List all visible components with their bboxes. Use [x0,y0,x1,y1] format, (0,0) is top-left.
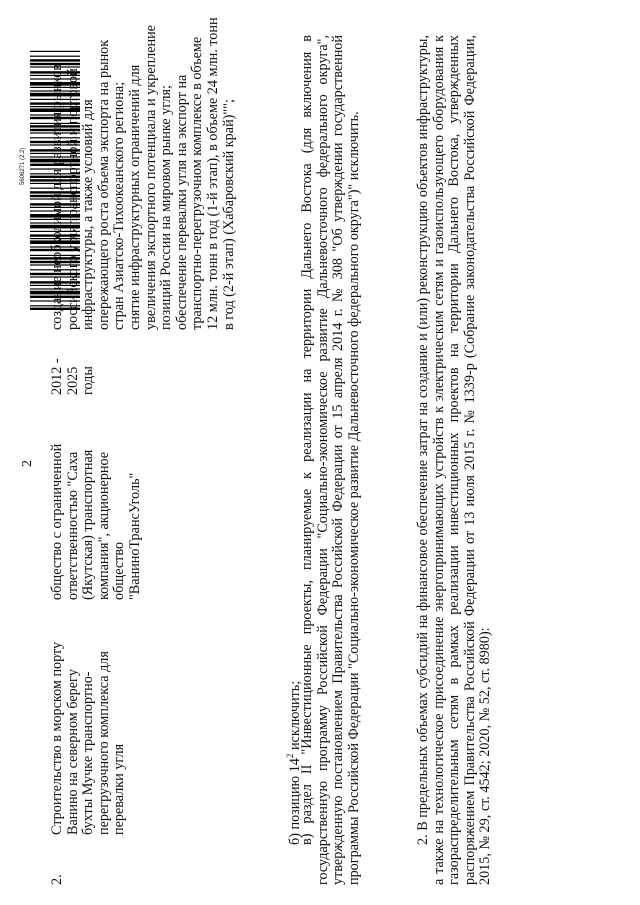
barcode-bar [30,132,80,133]
barcode-bar [30,207,80,208]
barcode-bar [30,238,80,239]
goal-line: транспортно-перегрузочном комплексе в объеме [189,36,206,330]
barcode-bar [30,117,80,119]
barcode-bar [30,225,80,229]
barcode-bar [30,156,80,157]
goal-line: 12 млн. тонн в год (1-й этап), в объеме 24 млн. тонн [204,17,221,330]
barcode-bar [30,144,80,145]
barcode-bar [30,90,80,91]
goal-line: в год (2-й этап) (Хабаровский край)""; [220,99,237,330]
barcode-bar [30,168,80,169]
barcode-bar [30,66,80,67]
barcode-bar [30,108,80,112]
barcode-bar [30,173,80,174]
paragraph-b-tail: исключить; [287,680,303,754]
barcode-bar [30,153,80,154]
barcode-bar [30,188,80,189]
years-cell: 2012 - 2025 годы [49,358,97,395]
barcode-bar [30,129,80,131]
barcode-bar [30,125,80,127]
barcode-bar [30,281,80,283]
barcode-bar [30,288,80,289]
barcode-bar [30,179,80,181]
barcode-bar [30,195,80,197]
organization-cell: общество с ограниченной ответственностью "Саха (Якутская) транспортная компания", акционерное общество "ВаниноТрансУголь" [49,443,143,600]
row-number: 2. [49,874,65,885]
page-number: 2 [20,460,35,467]
barcode-bar [30,308,80,310]
goal-line: увеличения экспортного потенциала и укрепление [142,25,159,330]
barcode-bar [30,222,80,223]
barcode-bar [30,176,80,178]
barcode-bar [30,191,80,193]
barcode-caption: 5606271 (2.2) [20,147,26,185]
barcode-bar [30,137,80,138]
barcode-image [30,50,80,310]
barcode-bar [30,59,80,61]
barcode-bar [30,93,80,97]
barcode-bar [30,159,80,163]
barcode-bar [30,71,80,73]
barcode-bar [30,264,80,265]
barcode-bar [30,246,80,247]
barcode-bar [30,183,80,184]
barcode-bar [30,249,80,251]
barcode-bar [30,214,80,218]
barcode-bar [30,276,80,277]
barcode-bar [30,257,80,259]
barcode-bar [30,149,80,151]
paragraph-b-superscript: 2 [285,753,295,759]
barcode-bar [30,106,80,107]
barcode-bar [30,240,80,244]
barcode-bar [30,164,80,166]
barcode-bar [30,300,80,301]
barcode-bar [30,234,80,236]
goal-line: стран Азиатско-Тихоокеанского региона; [111,81,128,330]
barcode-bar [30,82,80,86]
paragraph-2: 2. В предельных объемах субсидий на финансовое обеспечение затрат на создание и (или) реконструкцию объектов инфраструктуры, а также на технологическое присоединение энергопринимающих устройств к электрическим сетям и газоиспользующего оборудования к газораспределительным сетям в рамках реализации инвестиционных проектов на территории Дальнего Востока, утвержденных распоряжением Правительства Российской Федерации от 13 июля 2015 г. № 1339-р (Собрание законодательства Российской Федерации, 2015, № 29, ст. 4542; 2020, № 52, ст. 8980): [415,35,494,885]
barcode-bar [30,99,80,100]
barcode-bar [30,203,80,205]
barcode-bar [30,269,80,270]
goal-line: снятие инфраструктурных ограничений для [126,64,143,330]
barcode-bar [30,63,80,65]
goal-line: опережающего роста объема экспорта на рынок [95,39,112,330]
barcode-bar [30,102,80,104]
barcode-bar [30,198,80,199]
project-name-cell: Строительство в морском порту Ванино на северном берегу бухты Мучке транспортно-перегрузочного комплекса для перевалки угля [49,641,128,835]
barcode-bar [30,231,80,232]
paragraph-c: в) раздел II "Инвестиционные проекты, планируемые к реализации на территории Дальнего Востока (для включения в государственную программу Российской Федерации "Социально-экономическое развитие Дальневосточного федерального округа", утвержденную постановлением Правительства Российской Федерации от 15 апреля 2014 г. № 308 "Об утверждении государственной программы Российской Федерации "Социально-экономическое развитие Дальневосточного федерального округа")" исключить. [299,35,362,885]
barcode-bar [30,56,80,57]
goal-line: позиций России на мировом рынке угля; [158,84,175,330]
barcode-bar [30,305,80,306]
barcode-bar [30,87,80,88]
barcode-bar [30,114,80,115]
barcode-bar [30,78,80,79]
goal-line: обеспечение перевалки угля на экспорт на [173,74,190,330]
paragraph-b-text: б) позицию 14 [287,758,303,845]
barcode-bar [30,285,80,286]
barcode-bar [30,273,80,275]
goal-line: инфраструктуры, а также условий для [80,99,97,330]
barcode-bar [30,255,80,256]
barcode-bar [30,123,80,124]
barcode-bar [30,296,80,298]
barcode-bar [30,210,80,211]
barcode-bar [30,291,80,295]
barcode-bar [30,261,80,263]
barcode-bar [30,75,80,76]
rotated-document-page [20,17,620,885]
barcode-bar [30,51,80,52]
barcode-bar [30,219,80,220]
barcode-bar [30,141,80,143]
